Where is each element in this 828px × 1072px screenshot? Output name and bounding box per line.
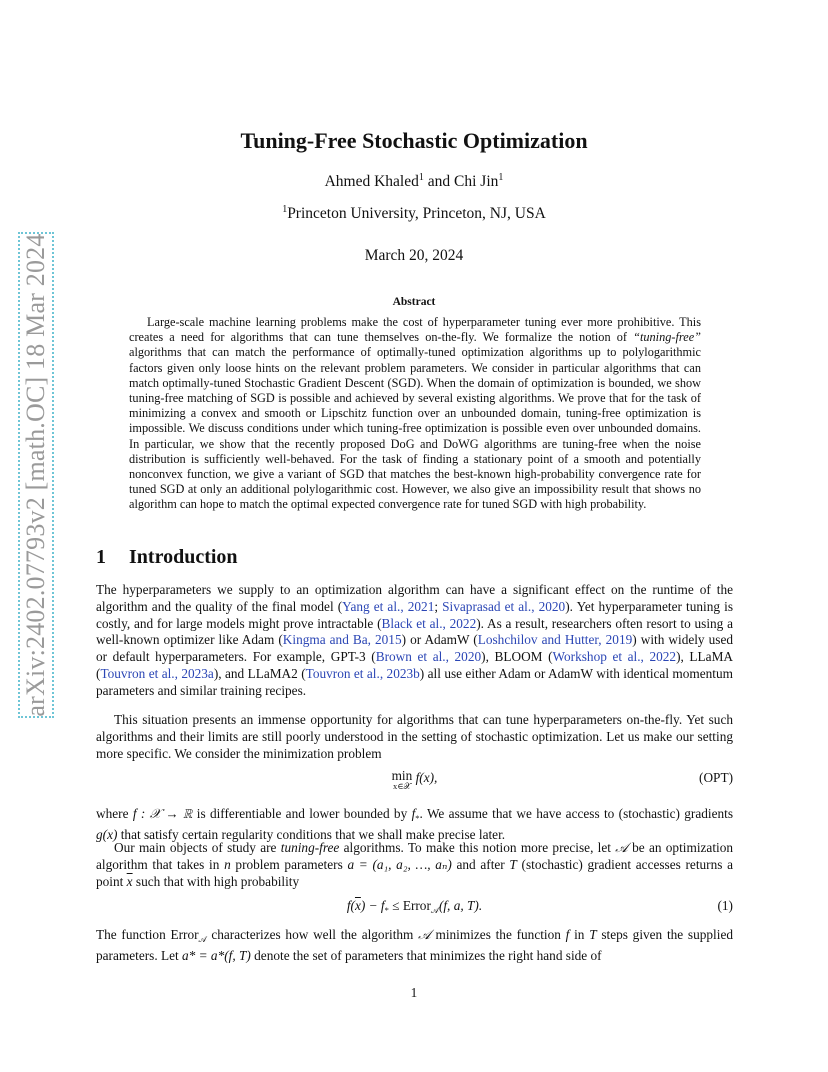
text: ) all use either Adam or AdamW with identical momentum parameters and similar training recipes.	[96, 665, 733, 698]
text: steps given the supplied parameters. Let	[96, 927, 733, 963]
text: (stochastic) gradient accesses returns a point	[96, 856, 734, 889]
affiliation-marker: 1	[282, 204, 288, 215]
text: ), LLaMA (	[96, 649, 733, 681]
math: a = (a₁, a₂, …, aₙ)	[347, 856, 452, 872]
citation-link[interactable]: Sivaprasad et al., 2020	[442, 598, 566, 614]
text: such that with high probability	[132, 873, 300, 889]
math-subscript: 𝒜	[198, 934, 207, 944]
affiliation	[0, 205, 828, 223]
citation-link[interactable]: Brown et al., 2020	[375, 649, 482, 665]
min-operator	[392, 770, 413, 792]
text: and after	[451, 856, 510, 872]
author-line	[0, 173, 828, 191]
citation-link[interactable]: Yang et al., 2021	[342, 598, 435, 614]
math: f(	[346, 898, 355, 913]
math: f	[411, 806, 416, 821]
text: ), and LLaMA2 (	[213, 665, 306, 681]
text: that satisfy certain regularity conditions that we shall make precise later.	[117, 826, 506, 842]
text: in	[569, 927, 590, 942]
abstract-body	[129, 315, 701, 513]
page-number: 1	[410, 985, 418, 1000]
abstract-emphasis: “tuning-free”	[633, 330, 701, 345]
math: $\overline{x}$	[126, 873, 133, 889]
equation-label: (1)	[717, 898, 733, 913]
math: n	[224, 856, 231, 872]
text: ;	[434, 598, 443, 614]
paper-title: Tuning-Free Stochastic Optimization	[240, 128, 588, 153]
text: . We assume that we have access to (stochastic) gradients	[419, 806, 734, 821]
intro-paragraph-1	[96, 582, 733, 700]
paper-date: March 20, 2024	[364, 247, 464, 264]
text: Our main objects of study are	[114, 840, 281, 855]
section-heading	[96, 546, 238, 569]
intro-paragraph-3	[96, 806, 733, 844]
author-name: Ahmed Khaled	[324, 173, 419, 190]
text: problem parameters	[230, 856, 348, 872]
math-subscript: *	[415, 813, 420, 823]
math-subscript: *	[384, 905, 389, 915]
math: (f, a, T).	[438, 898, 483, 913]
equation-opt	[96, 770, 733, 796]
section-title: Introduction	[129, 546, 238, 568]
abstract-text: Large-scale machine learning problems make the cost of hyperparameter tuning ever more prohibitive. This creates a need for algorithms that can tune themselves on-the-fly. We formalize the notion of	[129, 315, 701, 345]
intro-paragraph-5	[96, 927, 733, 965]
equation-body	[96, 770, 733, 792]
text: be an optimization algorithm that takes in	[96, 840, 733, 872]
equation-body	[96, 898, 733, 916]
author-conjunction: and	[423, 173, 455, 190]
text: ). As a result, researchers often resort to using a well-known optimizer like Adam (	[96, 615, 733, 648]
math: a* = a*(f, T)	[182, 947, 251, 963]
text: The hyperparameters we supply to an optimization algorithm can have a significant effect on the runtime of the algorithm and the quality of the final model (	[96, 582, 733, 614]
operator-subscript: x∈𝒳	[393, 781, 411, 791]
text: algorithms. To make this notion more precise, let	[339, 840, 616, 855]
section-number: 1	[96, 546, 106, 568]
math: ≤ Error	[388, 898, 431, 913]
citation-link[interactable]: Kingma and Ba, 2015	[282, 632, 402, 648]
math: f : 𝒳 → ℝ	[132, 806, 193, 821]
citation-link[interactable]: Touvron et al., 2023a	[100, 665, 214, 681]
objective-expression: f(x),	[415, 770, 438, 785]
citation-link[interactable]: Loshchilov and Hutter, 2019	[477, 632, 633, 648]
math: f	[565, 927, 570, 942]
affiliation-marker: 1	[498, 172, 504, 183]
math: 𝒜	[615, 840, 628, 855]
text: ). Yet hyperparameter tuning is costly, and for large models might prove intractable (	[96, 598, 733, 631]
intro-paragraph-2: This situation presents an immense opportunity for algorithms that can tune hyperparameters on-the-fly. Yet such algorithms and their limits are still poorly understood in the setting of stochastic optimization. Let us make our setting more specific. We consider the minimization problem	[96, 712, 733, 761]
text: where	[96, 806, 133, 821]
text: is differentiable and lower bounded by	[192, 806, 412, 821]
emphasis: tuning-free	[280, 840, 340, 855]
abstract-text: algorithms that can match the performance of optimally-tuned optimization algorithms up to polylogarithmic factors given only loose hints on the relevant problem parameters. We consider in particular algorithms that can match optimally-tuned Stochastic Gradient Descent (SGD). When the domain of optimization is bounded, we show tuning-free matching of SGD is possible and achieved by several existing algorithms. We prove that for the task of minimizing a convex and smooth or Lipschitz function over an unbounded domain, tuning-free optimization is impossible. We discuss conditions under which tuning-free optimization is possible even over unbounded domains. In particular, we show that the recently proposed DoG and DoWG algorithms are tuning-free when the noise distribution is sufficiently well-behaved. For the task of finding a stationary point of a smooth and potentially nonconvex function, we give a variant of SGD that matches the best-known high-probability convergence rate for tuned SGD at only an additional polylogarithmic cost. However, we also give an impossibility result that shows no algorithm can hope to match the optimal expected convergence rate for tuned SGD with high probability.	[129, 345, 701, 512]
equation-label: (OPT)	[699, 770, 733, 785]
math-subscript: 𝒜	[430, 905, 439, 915]
operator-text: min	[391, 768, 413, 783]
math: 𝒜	[418, 927, 431, 942]
affiliation-marker: 1	[418, 172, 424, 183]
arxiv-stamp: arXiv:2402.07793v2 [math.OC] 18 Mar 2024	[21, 233, 50, 717]
abstract-heading: Abstract	[392, 296, 436, 308]
text: denote the set of parameters that minimizes the right hand side of	[250, 947, 602, 963]
text: ), BLOOM (	[481, 649, 553, 665]
text: minimizes the function	[430, 927, 566, 942]
math: $\overline{x}$	[354, 898, 361, 913]
equation-1	[96, 898, 733, 924]
intro-paragraph-4	[96, 840, 733, 890]
text: The function Error	[96, 927, 199, 942]
math: T	[589, 927, 597, 942]
math: ) − f	[360, 898, 385, 913]
affiliation-text: Princeton University, Princeton, NJ, USA	[287, 205, 546, 222]
text: ) or AdamW (	[401, 632, 478, 648]
text: characterizes how well the algorithm	[206, 927, 419, 942]
text: ) with widely used or default hyperparameters. For example, GPT-3 (	[96, 632, 733, 665]
citation-link[interactable]: Black et al., 2022	[381, 615, 477, 631]
math: g(x)	[96, 826, 118, 842]
citation-link[interactable]: Touvron et al., 2023b	[305, 665, 420, 681]
math: T	[509, 856, 517, 872]
author-name: Chi Jin	[454, 173, 499, 190]
citation-link[interactable]: Workshop et al., 2022	[552, 649, 677, 665]
